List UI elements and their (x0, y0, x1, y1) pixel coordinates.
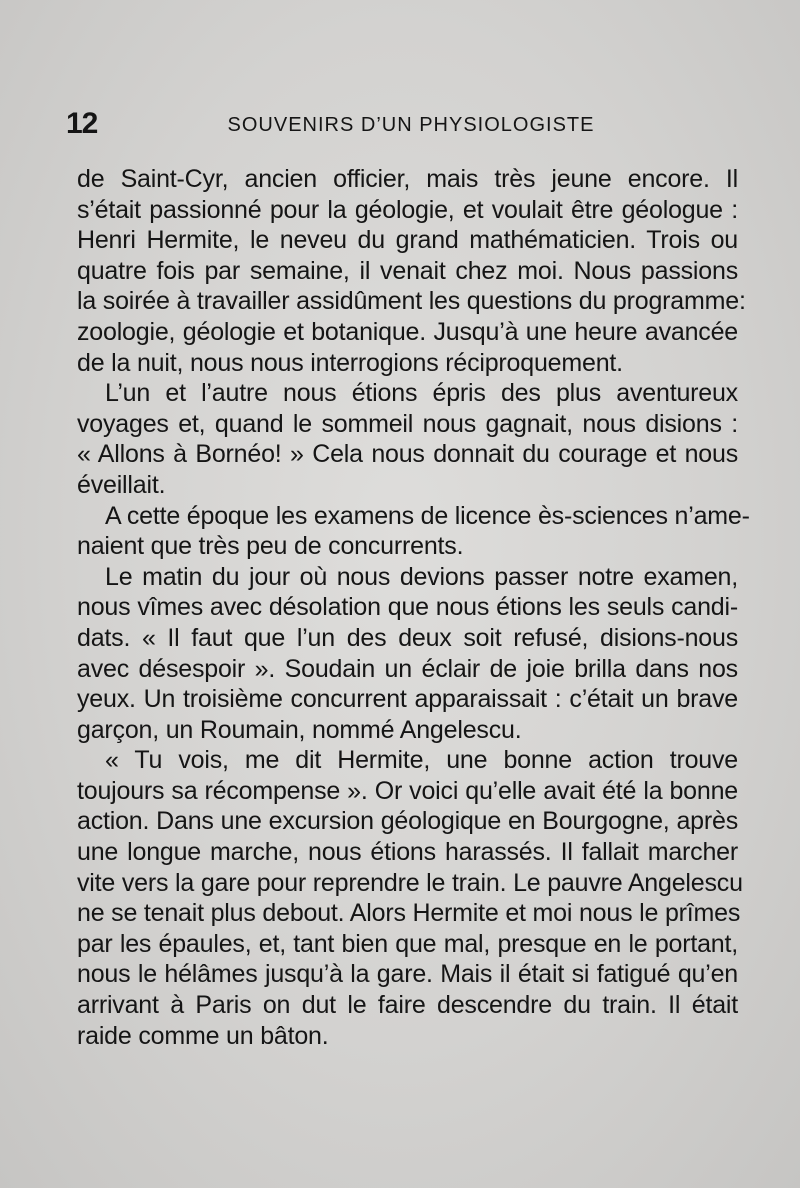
text-line: action. Dans une excursion géologique en Bourgogne, après (77, 807, 738, 836)
text-line: « Tu vois, me dit Hermite, une bonne action trouve (105, 746, 738, 775)
text-line: A cette époque les examens de licence ès-sciences n’ame- (105, 501, 750, 530)
text-line: zoologie, géologie et botanique. Jusqu’à une heure avancée (77, 317, 738, 346)
text-line: raide comme un bâton. (77, 1021, 329, 1050)
text-line: « Allons à Bornéo! » Cela nous donnait du courage et nous (77, 440, 738, 469)
page-number: 12 (66, 107, 98, 140)
text-line: voyages et, quand le sommeil nous gagnait, nous disions : (77, 409, 738, 438)
text-line: yeux. Un troisième concurrent apparaissait : c’était un brave (77, 685, 738, 714)
text-line: vite vers la gare pour reprendre le train. Le pauvre Angelescu (77, 868, 743, 897)
running-title: SOUVENIRS D’UN PHYSIOLOGISTE (227, 114, 595, 136)
text-line: éveillait. (77, 470, 166, 499)
text-line: Le matin du jour où nous devions passer notre examen, (105, 562, 738, 591)
text-line: garçon, un Roumain, nommé Angelescu. (77, 715, 522, 744)
text-line: quatre fois par semaine, il venait chez moi. Nous passions (77, 256, 738, 285)
text-line: de la nuit, nous nous interrogions réciproquement. (77, 348, 623, 377)
text-line: toujours sa récompense ». Or voici qu’elle avait été la bonne (77, 776, 738, 805)
text-line: ne se tenait plus debout. Alors Hermite et moi nous le prîmes (77, 899, 741, 928)
page-header (0, 104, 800, 144)
text-line: par les épaules, et, tant bien que mal, presque en le portant, (77, 929, 738, 958)
text-line: une longue marche, nous étions harassés. Il fallait marcher (77, 838, 738, 867)
text-line: nous le hélâmes jusqu’à la gare. Mais il était si fatigué qu’en (77, 960, 738, 989)
text-line: naient que très peu de concurrents. (77, 532, 464, 561)
text-line: dats. « Il faut que l’un des deux soit refusé, disions-nous (77, 623, 738, 652)
text-line: de Saint-Cyr, ancien officier, mais très jeune encore. Il (77, 165, 738, 193)
text-line: arrivant à Paris on dut le faire descendre du train. Il était (77, 991, 738, 1020)
text-line: la soirée à travailler assidûment les questions du programme: (77, 287, 746, 316)
text-line: avec désespoir ». Soudain un éclair de joie brilla dans nos (77, 654, 738, 683)
body-text (77, 164, 750, 1051)
text-line: Henri Hermite, le neveu du grand mathématicien. Trois ou (77, 226, 738, 255)
text-line: L’un et l’autre nous étions épris des plus aventureux (105, 379, 738, 408)
text-line: nous vîmes avec désolation que nous étions les seuls candi- (77, 593, 738, 622)
text-line: s’était passionné pour la géologie, et voulait être géologue : (77, 195, 738, 224)
